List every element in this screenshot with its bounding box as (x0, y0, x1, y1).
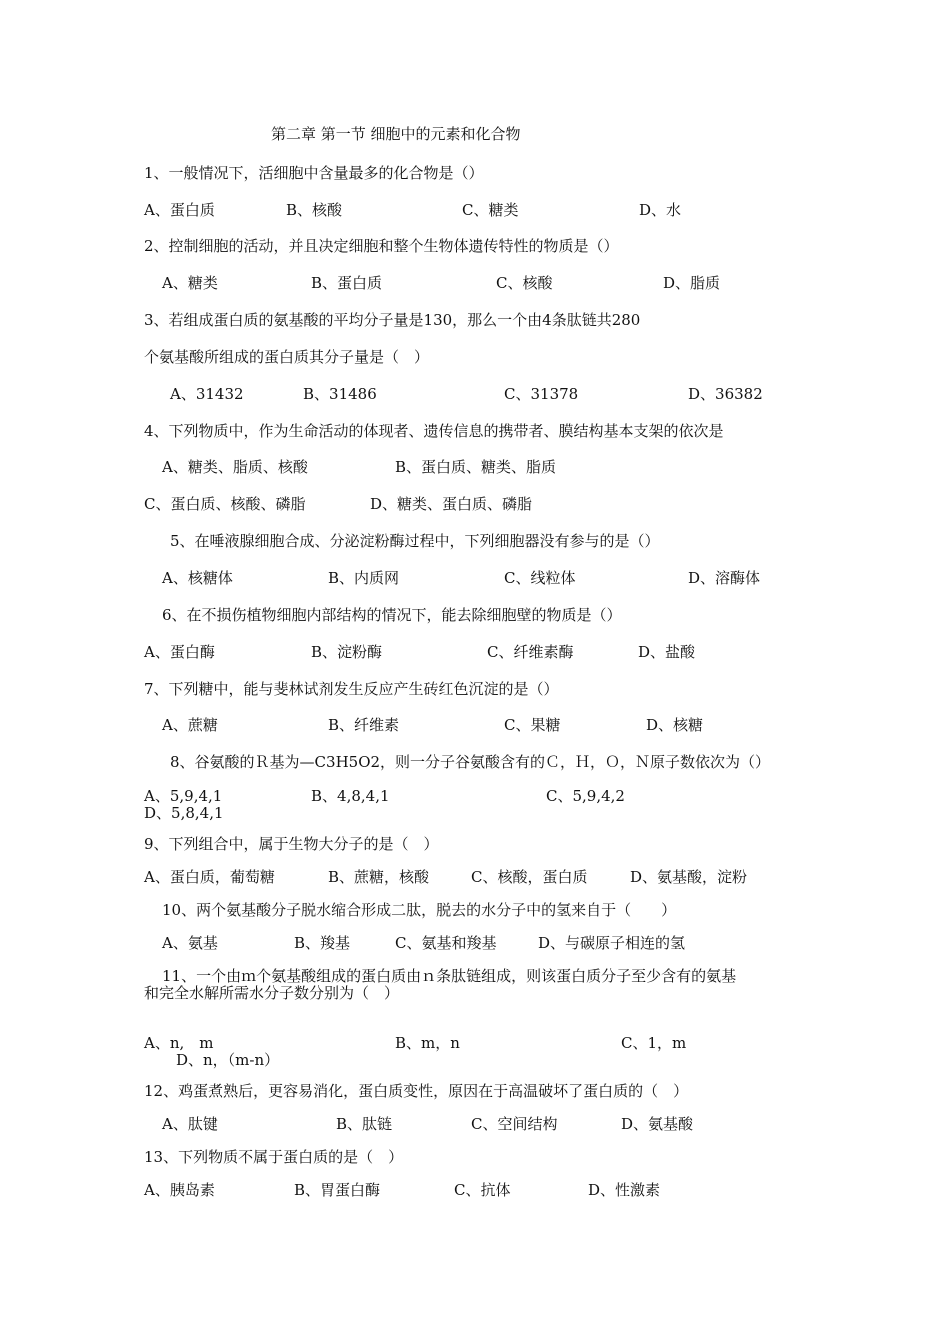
q2-option-b: B、蛋白质 (311, 274, 383, 292)
q8-option-b: B、4,8,4,1 (311, 787, 390, 805)
question-7: 7、下列糖中，能与斐林试剂发生反应产生砖红色沉淀的是（） (144, 680, 559, 698)
q1-option-b: B、核酸 (286, 201, 343, 219)
question-6: 6、在不损伤植物细胞内部结构的情况下，能去除细胞壁的物质是（） (162, 606, 622, 624)
q11-option-b: B、m，n (395, 1034, 460, 1052)
q13-option-b: B、胃蛋白酶 (294, 1181, 381, 1199)
question-3: 3、若组成蛋白质的氨基酸的平均分子量是130，那么一个由4条肽链共280 (144, 311, 641, 329)
q6-option-d: D、盐酸 (638, 643, 696, 661)
q9-option-c: C、核酸，蛋白质 (471, 868, 588, 886)
q4-option-d: D、糖类、蛋白质、磷脂 (370, 495, 533, 513)
q9-option-b: B、蔗糖，核酸 (328, 868, 430, 886)
q6-option-c: C、纤维素酶 (487, 643, 574, 661)
q5-option-d: D、溶酶体 (688, 569, 761, 587)
question-9: 9、下列组合中，属于生物大分子的是（ ） (144, 835, 439, 853)
q12-option-d: D、氨基酸 (621, 1115, 694, 1133)
question-4: 4、下列物质中，作为生命活动的体现者、遗传信息的携带者、膜结构基本支架的依次是 (144, 422, 724, 440)
q5-option-b: B、内质网 (328, 569, 400, 587)
q3-option-a: A、31432 (170, 385, 244, 403)
q9-option-a: A、蛋白质，葡萄糖 (144, 868, 275, 886)
q10-option-d: D、与碳原子相连的氢 (538, 934, 686, 952)
question-3-cont: 个氨基酸所组成的蛋白质其分子量是（ ） (144, 348, 430, 366)
q12-option-c: C、空间结构 (471, 1115, 558, 1133)
q7-option-d: D、核糖 (646, 716, 704, 734)
q13-option-d: D、性激素 (588, 1181, 661, 1199)
q7-option-a: A、蔗糖 (162, 716, 218, 734)
q13-option-c: C、抗体 (454, 1181, 511, 1199)
q9-option-d: D、氨基酸，淀粉 (630, 868, 748, 886)
q11-option-a: A、n, m (144, 1034, 214, 1052)
question-1: 1、一般情况下，活细胞中含量最多的化合物是（） (144, 164, 484, 182)
q8-option-c: C、5,9,4,2 (546, 787, 625, 805)
q8-option-a: A、5,9,4,1 (144, 787, 223, 805)
q1-option-c: C、糖类 (462, 201, 519, 219)
question-12: 12、鸡蛋煮熟后，更容易消化，蛋白质变性，原因在于高温破坏了蛋白质的（ ） (144, 1082, 689, 1100)
q11-option-d: D、n，（m-n） (176, 1051, 280, 1069)
q10-option-a: A、氨基 (162, 934, 218, 952)
q2-option-c: C、核酸 (496, 274, 553, 292)
question-11: 11、一个由ｍ个氨基酸组成的蛋白质由ｎ条肽链组成，则该蛋白质分子至少含有的氨基 (162, 967, 737, 985)
q13-option-a: A、胰岛素 (144, 1181, 215, 1199)
q6-option-b: B、淀粉酶 (311, 643, 383, 661)
q3-option-b: B、31486 (303, 385, 377, 403)
question-11-cont: 和完全水解所需水分子数分别为（ ） (144, 984, 400, 1002)
page-title: 第二章 第一节 细胞中的元素和化合物 (271, 125, 521, 143)
q4-option-a: A、糖类、脂质、核酸 (162, 458, 308, 476)
q3-option-c: C、31378 (504, 385, 579, 403)
q7-option-b: B、纤维素 (328, 716, 400, 734)
q10-option-c: C、氨基和羧基 (395, 934, 497, 952)
q1-option-a: A、蛋白质 (144, 201, 215, 219)
q8-option-d: D、5,8,4,1 (144, 804, 224, 822)
question-10: 10、两个氨基酸分子脱水缩合形成二肽，脱去的水分子中的氢来自于（ ） (162, 901, 677, 919)
question-5: 5、在唾液腺细胞合成、分泌淀粉酶过程中，下列细胞器没有参与的是（） (170, 532, 660, 550)
q3-option-d: D、36382 (688, 385, 763, 403)
question-8: 8、谷氨酸的Ｒ基为—C3H5O2，则一分子谷氨酸含有的Ｃ，Ｈ，Ｏ，Ｎ原子数依次为（） (170, 753, 771, 771)
q5-option-c: C、线粒体 (504, 569, 576, 587)
question-2: 2、控制细胞的活动，并且决定细胞和整个生物体遗传特性的物质是（） (144, 237, 619, 255)
q2-option-d: D、脂质 (663, 274, 721, 292)
q5-option-a: A、核糖体 (162, 569, 233, 587)
q4-option-b: B、蛋白质、糖类、脂质 (395, 458, 557, 476)
q4-option-c: C、蛋白质、核酸、磷脂 (144, 495, 306, 513)
q10-option-b: B、羧基 (294, 934, 351, 952)
q7-option-c: C、果糖 (504, 716, 561, 734)
q2-option-a: A、糖类 (162, 274, 218, 292)
q12-option-a: A、肽键 (162, 1115, 218, 1133)
question-13: 13、下列物质不属于蛋白质的是（ ） (144, 1148, 404, 1166)
q6-option-a: A、蛋白酶 (144, 643, 215, 661)
q11-option-c: C、1，m (621, 1034, 687, 1052)
q1-option-d: D、水 (639, 201, 682, 219)
q12-option-b: B、肽链 (336, 1115, 393, 1133)
